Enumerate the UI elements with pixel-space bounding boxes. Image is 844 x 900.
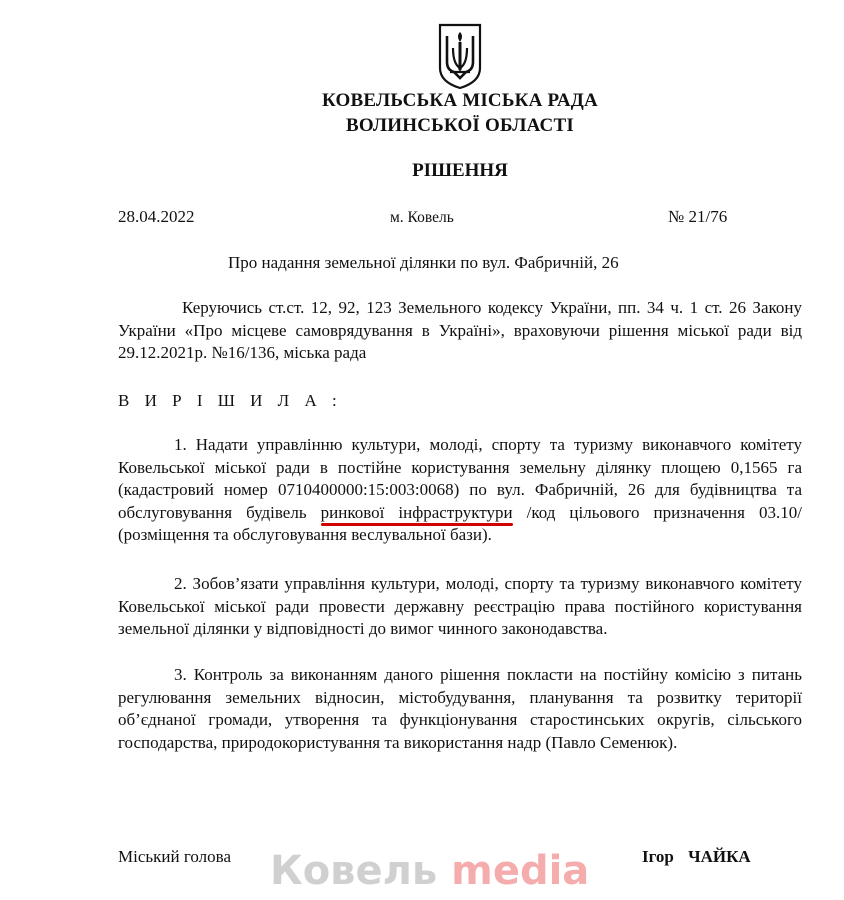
signatory-name: Ігор ЧАЙКА (642, 847, 751, 866)
document-place: м. Ковель (390, 209, 454, 226)
document-number: № 21/76 (668, 207, 728, 226)
document-date: 28.04.2022 (118, 207, 195, 226)
item1-text-end: /код цільового призначення 03.10/ (розміщення та обслуговування веслувальної бази). (118, 502, 802, 544)
watermark-logo: Ковель media (270, 848, 590, 894)
resolved-heading: В И Р І Ш И Л А : (118, 391, 343, 410)
document-type-title: РІШЕННЯ (412, 160, 508, 181)
resolution-item-3: 3. Контроль за виконанням даного рішення покласти на постійну комісію з питань регулювання земельних відносин, містобудування, планування та розвитку території об’єднаної громади, утворення та функціонування старостинських округів, сільського господарства, природокористування та використання надр (Павло Семенюк). (118, 665, 802, 752)
highlighted-phrase: ринкової інфраструктури (320, 502, 513, 522)
preamble-paragraph: Керуючись ст.ст. 12, 92, 123 Земельного кодексу України, пп. 34 ч. 1 ст. 26 Закону України «Про місцеве самоврядування в Україні», враховуючи рішення міської ради від 29.12.2021р. №16/136, міська рада (118, 298, 802, 362)
resolution-item-2: 2. Зобов’язати управління культури, молоді, спорту та туризму виконавчого комітету Ковельської міської ради провести державну реєстрацію права постійного користування земельної ділянки у відповідності до вимог чинного законодавства. (118, 574, 802, 638)
coat-of-arms-icon (436, 22, 484, 90)
item1-text-start: 1. Надати управлінню культури, молоді, спорту та туризму виконавчого комітету Ковельської міської ради в постійне користування земельну ділянку площею 0,1565 га (кадастровий номер 0710400000:15:003:0068) по вул. Фабричній, 26 для будівництва та обслуговування будівель (118, 435, 802, 522)
region-name: ВОЛИНСЬКОЇ ОБЛАСТІ (346, 115, 574, 136)
document-subject: Про надання земельної ділянки по вул. Фабричній, 26 (228, 253, 619, 272)
council-name: КОВЕЛЬСЬКА МІСЬКА РАДА (322, 90, 598, 111)
resolution-item-1 (118, 434, 802, 547)
signatory-role: Міський голова (118, 847, 231, 866)
